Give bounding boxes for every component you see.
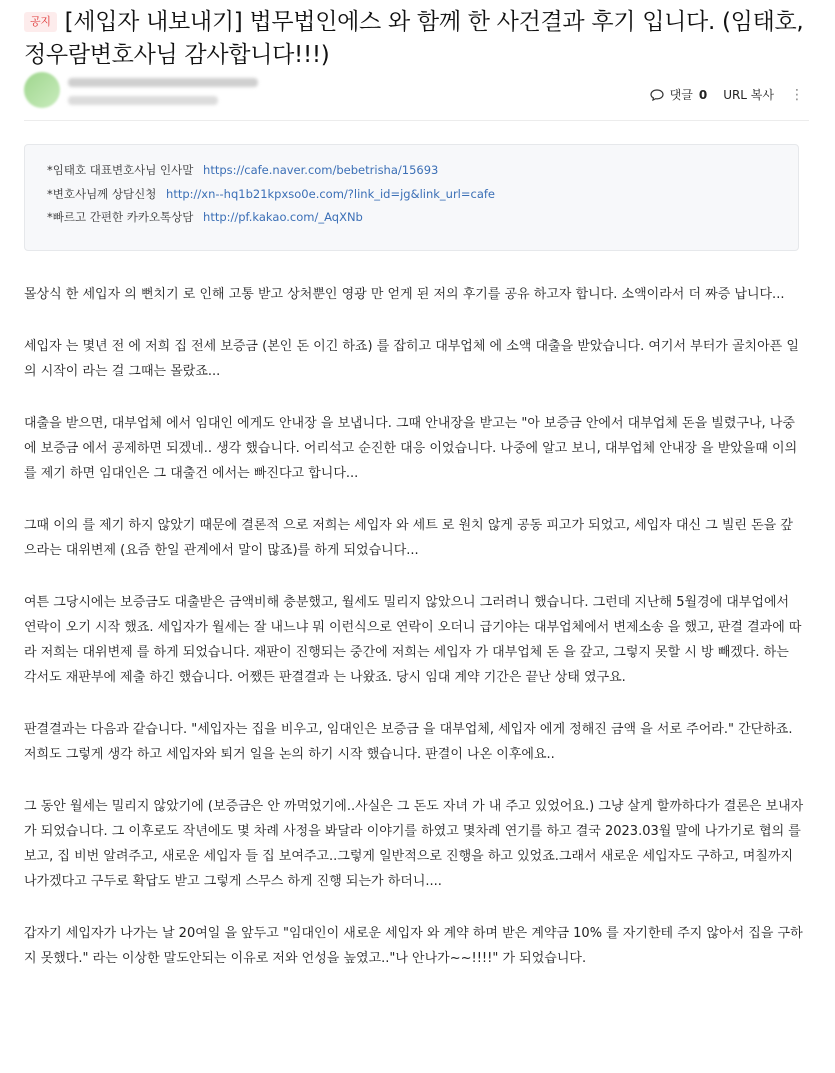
info-label: *임태호 대표변호사님 인사말: [47, 163, 194, 177]
post-actions: [650, 86, 804, 103]
notice-badge: 공지: [24, 12, 57, 32]
paragraph: 세입자 는 몇년 전 에 저희 집 전세 보증금 (본인 돈 이긴 하죠) 를 잡히고 대부업체 에 소액 대출을 받았습니다. 여기서 부터가 골치아픈 일의 시작이 라는 걸 그때는 몰랐죠...: [24, 339, 799, 379]
info-line: [47, 159, 798, 183]
info-box: [24, 144, 799, 251]
info-label: *변호사님께 상담신청: [47, 186, 157, 201]
paragraph: 그 동안 월세는 밀리지 않았기에 (보증금은 안 까먹었기에..사실은 그 돈도 자녀 가 내 주고 있었어요.) 그냥 살게 할까하다가 결론은 보내자 가 되었습니다. 그 이후로도 작년에도 몇 차례 사정을 봐달라 이야기를 하였고 몇차례 연기를 하고 결국 2023.03월 말에 나가기로 협의 를 보고, 집 비번 알려주고, 새로운 세입자 들 집 보여주고..그렇게 일반적으로 진행을 하고 있었죠.그래서 새로운 세입자도 구하고, 며칠까지 나가겠다고 구두로 확답도 받고 그렇게 스무스 하게 진행 되는가 하더니....: [24, 799, 804, 889]
info-label: *빠르고 간편한 카카오톡상담: [47, 210, 194, 224]
post-meta-blurred: [68, 96, 218, 105]
paragraph: 여튼 그당시에는 보증금도 대출받은 금액비해 충분했고, 월세도 밀리지 않았으니 그러려니 했습니다. 그런데 지난해 5월경에 대부업에서 연락이 오기 시작 했죠. 세입자가 월세는 잘 내느냐 뭐 이런식으로 연락이 오더니 급기야는 대부업체에서 변제소송 을 했고, 판결 결과에 따라 저희는 대위변제 를 하게 되었습니다. 재판이 진행되는 중간에 저희는 세입자 가 대부업체 돈 을 갚고, 그렇지 못할 시 방 빼겠다. 하는 각서도 재판부에 제출 하긴 했습니다. 어쨌든 판결결과 는 나왔죠. 당시 임대 계약 기간은 끝난 상태 였구요.: [24, 595, 802, 685]
header-divider: [24, 120, 809, 121]
paragraph: 판결결과는 다음과 같습니다. "세입자는 집을 비우고, 임대인은 보증금 을 대부업체, 세입자 에게 정해진 금액 을 서로 주어라." 간단하죠. 저희도 그렇게 생각 하고 세입자와 퇴거 일을 논의 하기 시작 했습니다. 판결이 나온 이후에요..: [24, 722, 793, 762]
post-body: [24, 282, 804, 998]
consult-link[interactable]: http://xn--hq1b21kpxso0e.com/?link_id=jg&link_url=cafe: [166, 186, 495, 201]
url-copy-button[interactable]: URL 복사: [723, 88, 774, 102]
kakao-link[interactable]: http://pf.kakao.com/_AqXNb: [203, 210, 363, 224]
comment-icon[interactable]: [650, 89, 664, 101]
post-header: [24, 6, 814, 72]
author-name-blurred[interactable]: [68, 78, 258, 87]
paragraph: 그때 이의 를 제기 하지 않았기 때문에 결론적 으로 저희는 세입자 와 세트 로 원치 않게 공동 피고가 되었고, 세입자 대신 그 빌린 돈을 갚으라는 대위변제 (요즘 한일 관계에서 말이 많죠)를 하게 되었습니다...: [24, 518, 793, 558]
comment-label[interactable]: 댓글: [669, 88, 693, 102]
post-title-text: [세입자 내보내기] 법무법인에스 와 함께 한 사건결과 후기 입니다. (임태호, 정우람변호사님 감사합니다!!!): [24, 9, 804, 68]
comment-count[interactable]: 0: [698, 87, 708, 102]
greeting-link[interactable]: https://cafe.naver.com/bebetrisha/15693: [203, 163, 439, 177]
avatar[interactable]: [24, 72, 60, 108]
info-line: [47, 183, 798, 207]
author-row: [24, 72, 814, 110]
paragraph: 몰상식 한 세입자 의 뻔치기 로 인해 고통 받고 상처뿐인 영광 만 얻게 된 저의 후기를 공유 하고자 합니다. 소액이라서 더 짜증 납니다...: [24, 287, 785, 302]
paragraph: 갑자기 세입자가 나가는 날 20여일 을 앞두고 "임대인이 새로운 세입자 와 계약 하며 받은 계약금 10% 를 자기한테 주지 않아서 집을 구하지 못했다." 라는 이상한 말도안되는 이유로 저와 언성을 높였고.."나 안나가~~!!!!" 가 되었습니다.: [24, 926, 803, 966]
post-title: [24, 6, 814, 72]
paragraph: 대출을 받으면, 대부업체 에서 임대인 에게도 안내장 을 보냅니다. 그때 안내장을 받고는 "아 보증금 안에서 대부업체 돈을 빌렸구나, 나중에 보증금 에서 공제하면 되겠네.. 생각 했습니다. 어리석고 순진한 대응 이었습니다. 나중에 알고 보니, 대부업체 안내장 을 받았을때 이의를 제기 하면 임대인은 그 대출건 에서는 빠진다고 합니다...: [24, 416, 798, 481]
kebab-menu-icon[interactable]: ⋮: [790, 86, 804, 103]
info-line: [47, 206, 798, 230]
